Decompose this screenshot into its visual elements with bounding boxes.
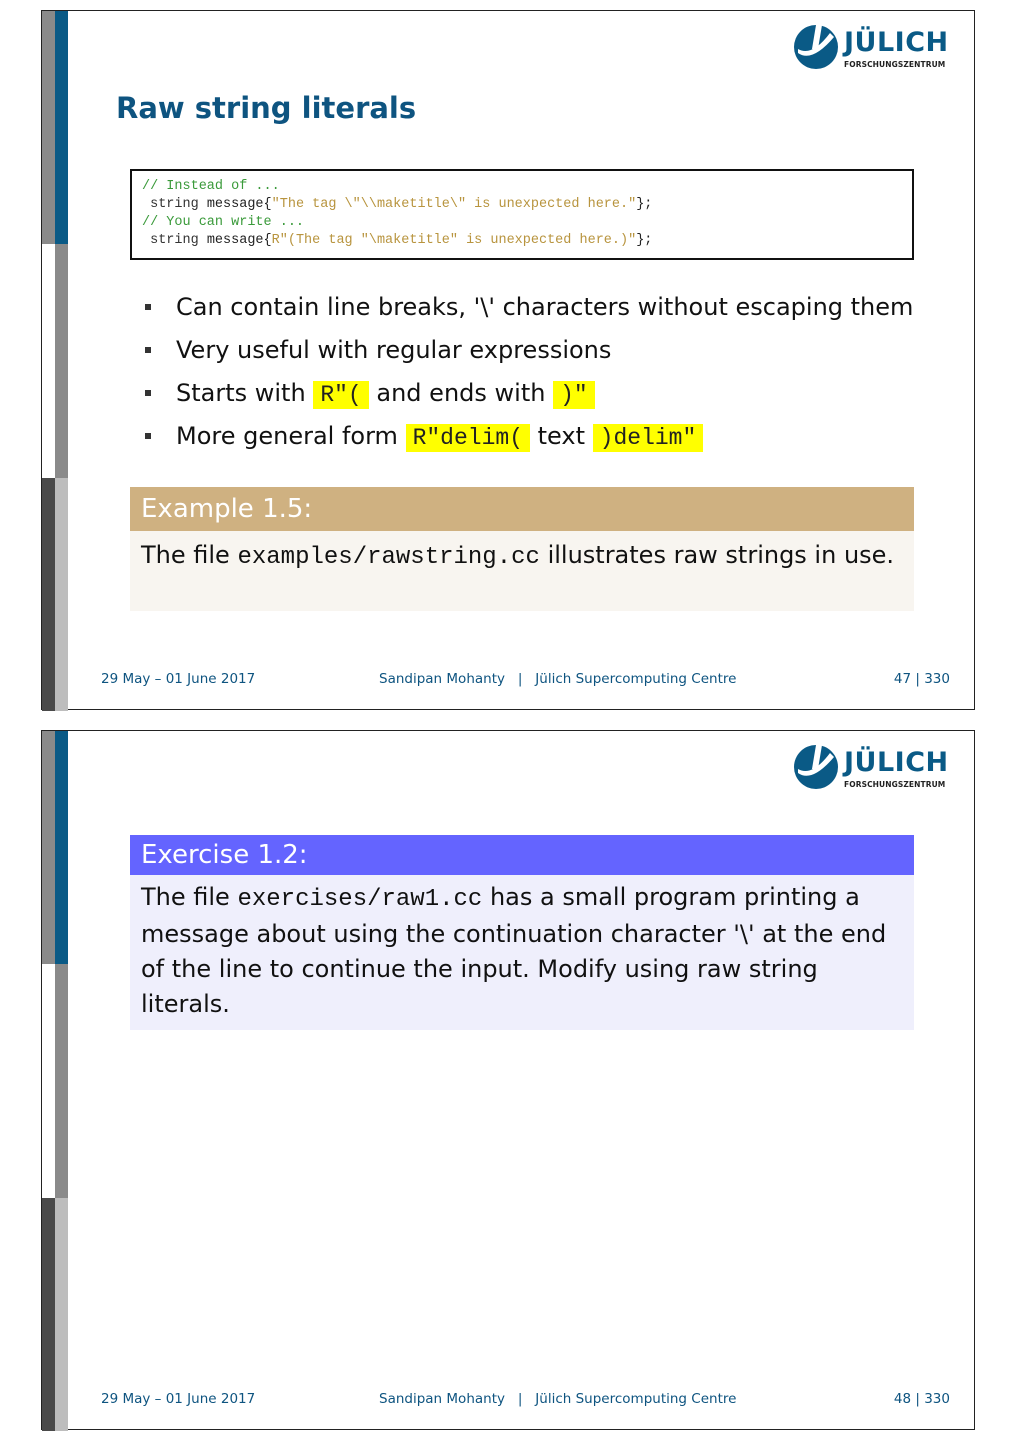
- example-text: illustrates raw strings in use.: [547, 541, 895, 569]
- page-current: 48: [893, 1391, 912, 1407]
- julich-logo: [792, 743, 952, 797]
- bullet-text: text: [537, 422, 586, 450]
- footer: [42, 1391, 974, 1411]
- footer-separator: |: [517, 671, 523, 687]
- exercise-header: Exercise 1.2:: [130, 835, 914, 875]
- page-total: 330: [924, 1391, 950, 1407]
- page-number: 48 | 330: [893, 1391, 950, 1407]
- exercise-block: [130, 835, 914, 1030]
- bullet-list: [142, 287, 932, 459]
- code-raw-string: R"(The tag "\maketitle" is unexpected here.)": [271, 233, 637, 248]
- footer: [42, 671, 974, 691]
- example-header: Example 1.5:: [130, 487, 914, 531]
- julich-emblem-icon: [792, 743, 840, 791]
- exercise-text: The file: [141, 883, 230, 911]
- list-item: [142, 373, 932, 416]
- sidebar-stripe: [42, 11, 68, 709]
- list-item: [142, 330, 932, 373]
- bullet-text: Can contain line breaks, '\' characters without escaping them: [176, 293, 914, 321]
- highlighted-code: )delim": [593, 424, 704, 452]
- slide-48: [41, 730, 975, 1430]
- footer-separator: |: [517, 1391, 523, 1407]
- bullet-text: More general form: [176, 422, 398, 450]
- page-title: Raw string literals: [116, 91, 417, 125]
- footer-author: Sandipan Mohanty: [379, 671, 505, 687]
- bullet-marker-icon: [145, 390, 151, 396]
- logo-wordmark: JÜLICH: [844, 747, 949, 778]
- example-block: [130, 487, 914, 611]
- code-comment-1: // Instead of ...: [142, 179, 280, 194]
- footer-center: [379, 671, 736, 687]
- highlighted-code: R"(: [313, 381, 368, 409]
- code-string: "The tag \"\\maketitle\" is unexpected here.": [271, 197, 637, 212]
- bullet-marker-icon: [145, 304, 151, 310]
- code-keyword: string: [142, 233, 199, 248]
- bullet-text: Starts with: [176, 379, 306, 407]
- bullet-marker-icon: [145, 433, 151, 439]
- highlighted-code: )": [553, 381, 595, 409]
- julich-logo: [792, 23, 952, 77]
- sidebar-stripe: [42, 731, 68, 1429]
- exercise-text: has a small program printing a message about using the continuation character '\' at the end of the line to continue the input. Modify using raw string literals.: [141, 883, 887, 1018]
- code-listing: [130, 169, 914, 260]
- page-total: 330: [924, 671, 950, 687]
- bullet-marker-icon: [145, 347, 151, 353]
- exercise-body: [130, 875, 914, 1030]
- bullet-text: Very useful with regular expressions: [176, 336, 612, 364]
- footer-center: [379, 1391, 736, 1407]
- footer-date: 29 May – 01 June 2017: [101, 1391, 256, 1407]
- exercise-filename: exercises/raw1.cc: [237, 886, 483, 913]
- example-filename: examples/rawstring.cc: [237, 544, 540, 571]
- footer-institution: Jülich Supercomputing Centre: [535, 671, 737, 687]
- list-item: [142, 416, 932, 459]
- code-end: };: [636, 197, 653, 212]
- julich-emblem-icon: [792, 23, 840, 71]
- footer-date: 29 May – 01 June 2017: [101, 671, 256, 687]
- bullet-text: and ends with: [376, 379, 546, 407]
- code-comment-2: // You can write ...: [142, 215, 305, 230]
- highlighted-code: R"delim(: [406, 424, 530, 452]
- logo-subtitle: FORSCHUNGSZENTRUM: [844, 780, 946, 789]
- logo-subtitle: FORSCHUNGSZENTRUM: [844, 60, 946, 69]
- footer-author: Sandipan Mohanty: [379, 1391, 505, 1407]
- logo-wordmark: JÜLICH: [844, 27, 949, 58]
- slide-47: [41, 10, 975, 710]
- footer-institution: Jülich Supercomputing Centre: [535, 1391, 737, 1407]
- code-keyword: string: [142, 197, 199, 212]
- example-body: [130, 531, 914, 611]
- page-number: 47 | 330: [893, 671, 950, 687]
- code-end: };: [636, 233, 653, 248]
- page-current: 47: [893, 671, 912, 687]
- example-text: The file: [141, 541, 230, 569]
- code-identifier: message{: [198, 197, 272, 212]
- list-item: [142, 287, 932, 330]
- code-identifier: message{: [198, 233, 272, 248]
